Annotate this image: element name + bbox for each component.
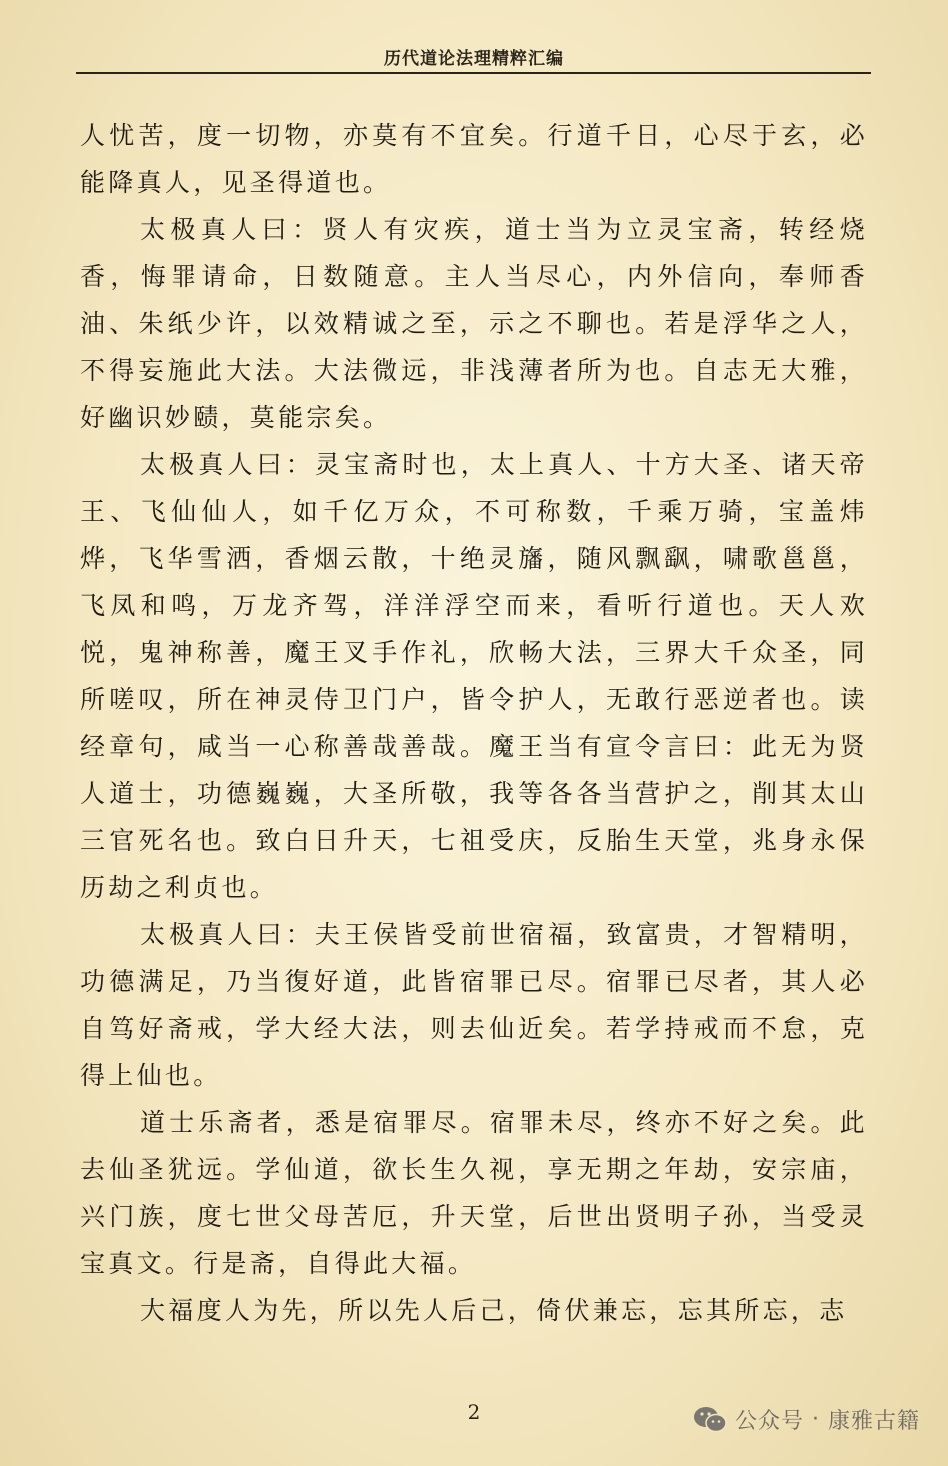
paragraph-6: 大福度人为先，所以先人后己，倚伏兼忘，忘其所忘，志 [140,1296,848,1325]
paragraph-1: 人忧苦，度一切物，亦莫有不宜矣。行道千日，心尽于玄，必能降真人，见圣得道也。 [80,121,868,197]
paragraph-5: 道士乐斋者，悉是宿罪尽。宿罪未尽，终亦不好之矣。此去仙圣犹远。学仙道，欲长生久视，享无期之年劫，安宗庙，兴门族，度七世父母苦厄，升天堂，后世出贤明子孙，当受灵宝真文。行是斋，自得此大福。 [80,1108,868,1278]
watermark-separator: · [811,1407,820,1432]
paragraph-4: 太极真人曰：夫王侯皆受前世宿福，致富贵，才智精明，功德满足，乃当復好道，此皆宿罪已尽。宿罪已尽者，其人必自笃好斋戒，学大经大法，则去仙近矣。若学持戒而不怠，克得上仙也。 [80,920,868,1090]
running-header-title: 历代道论法理精粹汇编 [384,49,564,69]
watermark [693,1404,920,1435]
paragraph-3: 太极真人曰：灵宝斋时也，太上真人、十方大圣、诸天帝王、飞仙仙人，如千亿万众，不可称数，千乘万骑，宝盖炜烨，飞华雪洒，香烟云散，十绝灵旛，随风飘飖，啸歌邕邕，飞凤和鸣，万龙齐驾，洋洋浮空而来，看听行道也。天人欢悦，鬼神称善，魔王叉手作礼，欣畅大法，三界大千众圣，同所嗟叹，所在神灵侍卫门户，皆令护人，无敢行恶逆者也。读经章句，咸当一心称善哉善哉。魔王当有宣令言曰：此无为贤人道士，功德巍巍，大圣所敬，我等各各当营护之，削其太山三官死名也。致白日升天，七祖受庆，反胎生天堂，兆身永保历劫之利贞也。 [80,450,868,902]
watermark-label: 公众号 [734,1409,804,1434]
wechat-icon [693,1406,727,1434]
body-text [80,112,868,1334]
header-rule [76,72,871,74]
watermark-account: 康雅古籍 [827,1409,920,1434]
page-number: 2 [467,1400,481,1424]
paragraph-2: 太极真人曰：贤人有灾疾，道士当为立灵宝斋，转经烧香，悔罪请命，日数随意。主人当尽心，内外信向，奉师香油、朱纸少许，以效精诚之至，示之不聊也。若是浮华之人，不得妄施此大法。大法微远，非浅薄者所为也。自志无大雅，好幽识妙赜，莫能宗矣。 [80,215,868,432]
